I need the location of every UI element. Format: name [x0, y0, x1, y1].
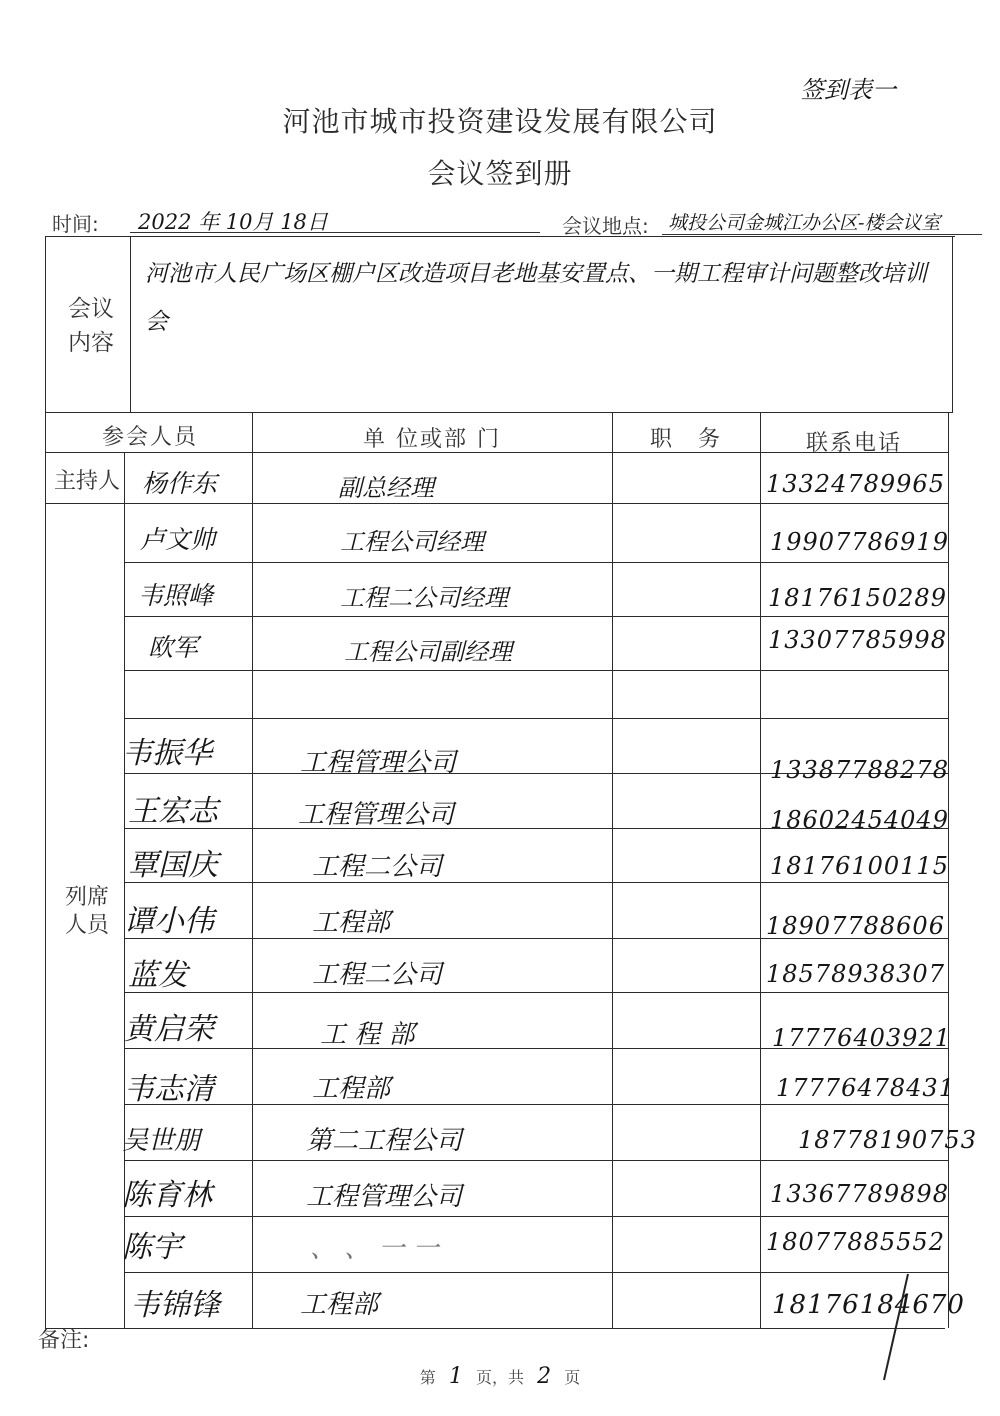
row-line: [124, 670, 949, 671]
participant-phone: 13307785998: [768, 626, 947, 654]
row-line: [124, 1160, 949, 1161]
header-top-border: [45, 412, 953, 413]
row-line: [124, 1104, 949, 1105]
row-line: [124, 718, 949, 719]
host-unit: 副总经理: [338, 474, 434, 502]
table-top-border: [45, 236, 955, 237]
row-line: [124, 616, 949, 617]
attendee-name: 韦振华: [122, 736, 212, 771]
attendee-unit: 工程管理公司: [306, 1182, 463, 1212]
attendee-name: 蓝发: [128, 958, 188, 993]
host-row-border: [45, 503, 949, 504]
attendee-phone: 18907788606: [766, 912, 945, 940]
footer-total-pages: 2: [537, 1364, 552, 1389]
attendee-unit: 工程管理公司: [298, 800, 455, 830]
time-value: 2022 年 10月 18日: [138, 210, 328, 234]
participant-unit: 工程公司经理: [340, 528, 484, 556]
host-name: 杨作东: [142, 469, 218, 498]
header-phone: 联系电话: [805, 431, 902, 456]
corner-note: 签到表一: [800, 76, 896, 104]
content-right-border: [952, 236, 953, 412]
attendee-unit: 工程部: [312, 1074, 391, 1104]
footer-prefix: 第: [419, 1368, 436, 1387]
row-line: [124, 562, 949, 563]
attendee-unit: 工程二公司: [312, 852, 443, 882]
attendee-unit: 工程管理公司: [300, 748, 457, 778]
participant-phone: 19907786919: [770, 528, 949, 556]
attendee-name: 韦锦锋: [130, 1288, 220, 1323]
header-attendees: 参会人员: [101, 425, 198, 450]
attendee-phone: 18176184670: [772, 1290, 965, 1320]
participant-name: 欧军: [148, 633, 199, 662]
attendee-phone: 18602454049: [770, 806, 949, 834]
attendee-unit: 工 程 部: [320, 1020, 415, 1050]
location-value: 城投公司金城江办公区-楼会议室: [668, 212, 941, 234]
attendee-phone: 18578938307: [766, 960, 945, 988]
participant-unit: 工程公司副经理: [344, 638, 512, 666]
location-underline: [662, 234, 982, 235]
table-bottom-border: [45, 1328, 945, 1329]
attendee-phone: 18176100115: [770, 852, 949, 880]
attendee-name: 覃国庆: [128, 848, 218, 883]
attendee-phone: 17776478431: [776, 1074, 955, 1102]
content-divider: [130, 236, 131, 412]
unit-column-divider: [612, 412, 613, 1328]
attendee-unit: 工程部: [312, 908, 391, 938]
row-line: [124, 1216, 949, 1217]
participant-phone: 18176150289: [768, 584, 947, 612]
table-left-border: [45, 236, 46, 1328]
name-column-divider: [252, 412, 253, 1328]
location-label: 会议地点:: [562, 214, 649, 238]
row-line: [124, 1272, 949, 1273]
attendee-name: 陈育林: [122, 1178, 212, 1213]
attendee-name: 王宏志: [128, 794, 218, 829]
attendee-name: 韦志清: [124, 1072, 214, 1107]
attendee-phone: 13367789898: [770, 1180, 949, 1208]
position-column-divider: [760, 412, 761, 1328]
attendee-name: 吴世朋: [122, 1126, 201, 1156]
attendee-unit: 第二工程公司: [306, 1126, 463, 1156]
attendee-label: 列席 人员: [64, 885, 109, 938]
attendee-unit: 、 、 一 一: [310, 1234, 439, 1264]
attendee-name: 谭小伟: [124, 904, 214, 939]
attendee-unit: 工程部: [300, 1290, 379, 1320]
participant-unit: 工程二公司经理: [340, 584, 508, 612]
remarks-label: 备注:: [38, 1328, 90, 1353]
header-unit: 单 位或部 门: [363, 427, 501, 452]
attendee-name: 黄启荣: [124, 1012, 214, 1047]
header-position: 职 务: [649, 427, 722, 452]
attendee-phone: 13387788278: [770, 756, 949, 784]
row-line: [124, 992, 949, 993]
participant-name: 韦照峰: [138, 581, 214, 610]
page-footer: [0, 1364, 1000, 1389]
attendee-unit: 工程二公司: [312, 960, 443, 990]
content-label: 会议 内容: [68, 296, 114, 356]
attendee-name: 陈宇: [122, 1230, 182, 1265]
footer-suffix: 页: [564, 1368, 581, 1387]
attendee-phone: 18778190753: [798, 1126, 977, 1154]
sheet-title: 会议签到册: [427, 157, 573, 190]
attendee-phone: 18077885552: [766, 1228, 945, 1256]
host-label: 主持人: [53, 469, 120, 494]
time-label: 时间:: [52, 212, 99, 236]
date-underline: [130, 232, 540, 233]
participant-name: 卢文帅: [140, 525, 216, 554]
organization-title: 河池市城市投资建设发展有限公司: [282, 105, 718, 138]
footer-page-number: 1: [448, 1364, 463, 1389]
attendee-phone: 17776403921: [772, 1024, 951, 1052]
row-line: [124, 882, 949, 883]
content-text: 河池市人民广场区棚户区改造项目老地基安置点、一期工程审计问题整改培训会: [145, 261, 927, 335]
footer-middle: 页，共: [475, 1368, 524, 1387]
host-phone: 13324789965: [766, 470, 945, 498]
